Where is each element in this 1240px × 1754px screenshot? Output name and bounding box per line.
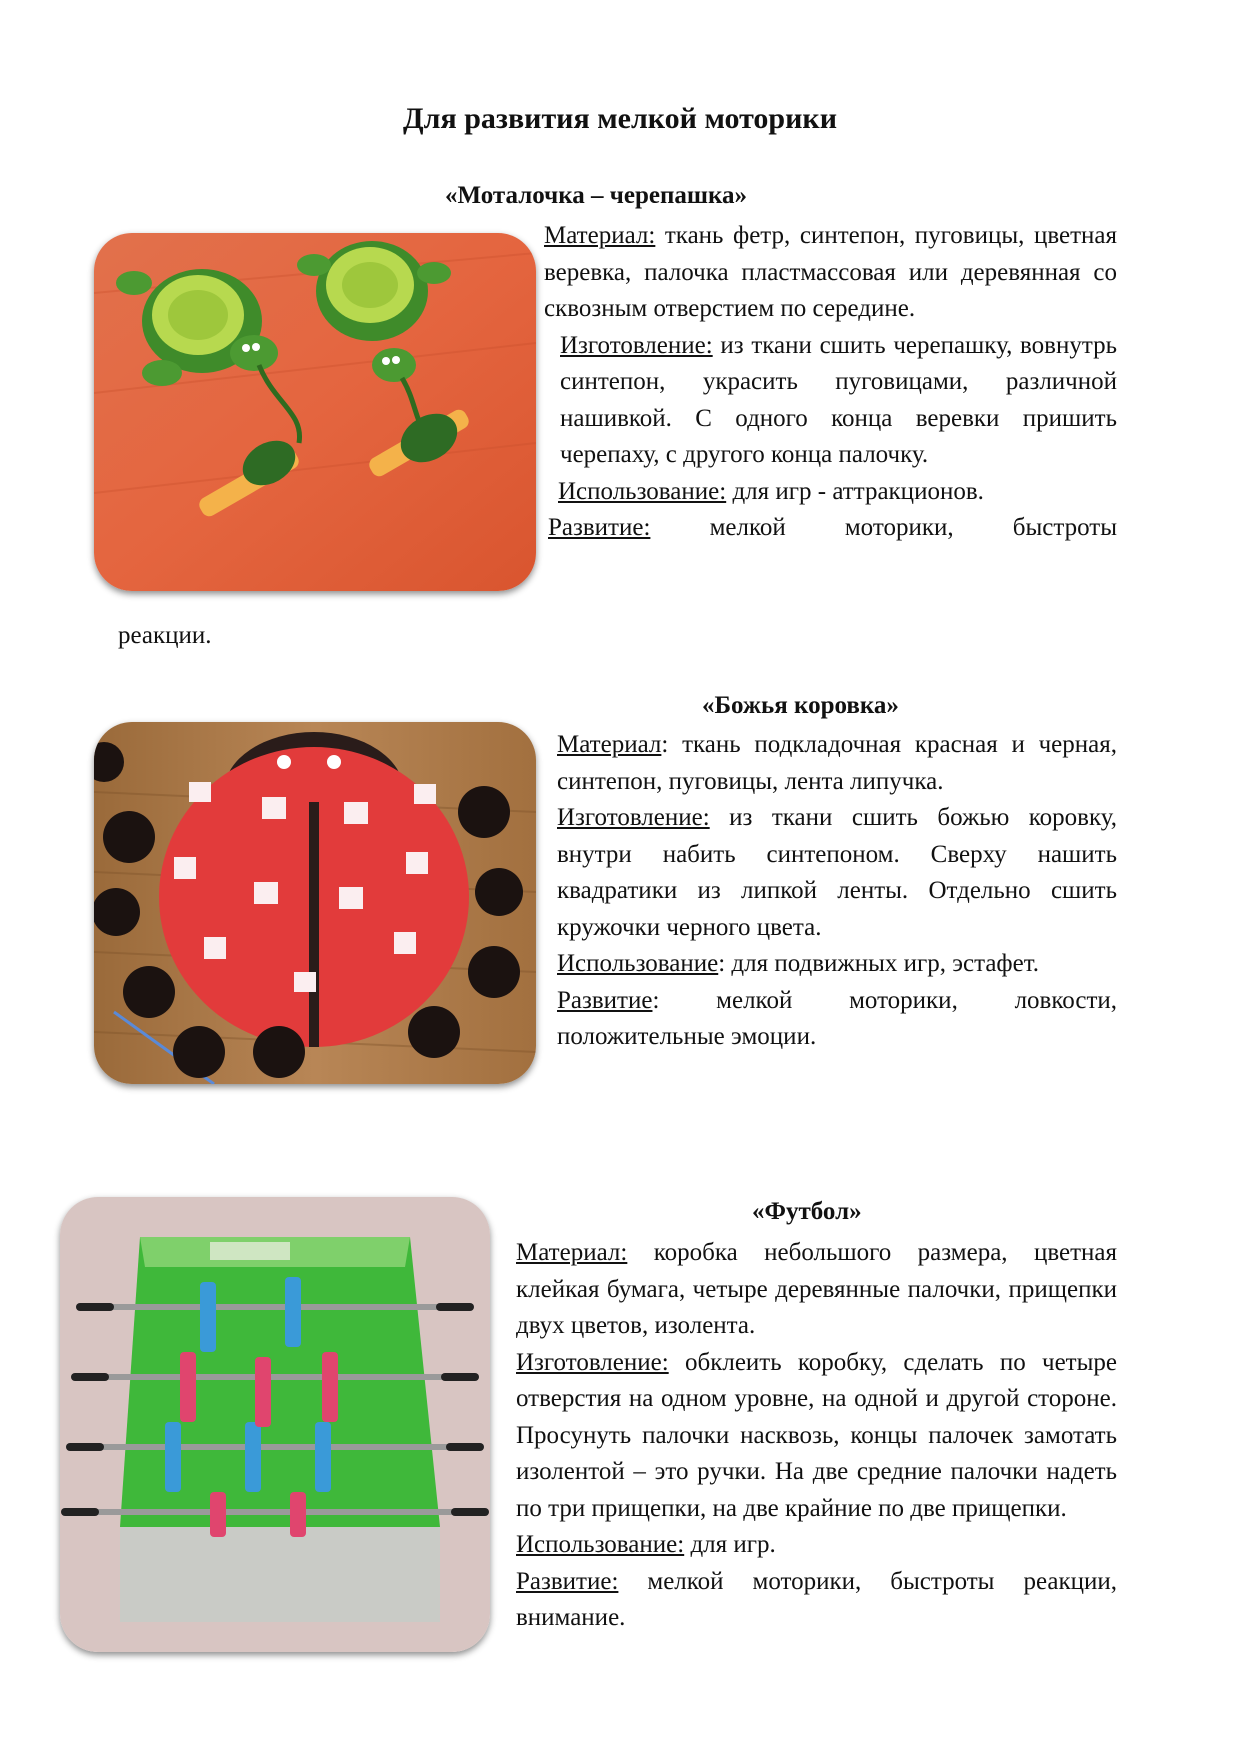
dev-label: Развитие	[557, 986, 653, 1014]
section-text-turtle-tail: реакции.	[118, 622, 212, 649]
use-label: Использование:	[558, 477, 727, 505]
dev-text: мелкой моторики, быстроты реакции, внимание.	[516, 1567, 1117, 1631]
dev-text: мелкой моторики, быстроты	[650, 514, 1117, 541]
dev-label: Развитие:	[548, 514, 651, 541]
material-label: Материал:	[516, 1239, 628, 1266]
material-label: Материал	[557, 731, 662, 758]
material-text: коробка небольшого размера, цветная клейкая бумага, четыре деревянные палочки, прищепки двух цветов, изолента.	[516, 1239, 1117, 1339]
making-label: Изготовление:	[516, 1348, 669, 1376]
making-text: из ткани сшить черепашку, вовнутрь синтепон, украсить пуговицами, различной нашивкой. С одного конца веревки пришить черепаху, с другого конца палочку.	[560, 331, 1117, 468]
section-title-ladybug: «Божья коровка»	[702, 692, 899, 719]
page-title: Для развития мелкой моторики	[403, 102, 837, 135]
making-text: из ткани сшить божью коровку, внутри набить синтепоном. Сверху нашить квадратики из липкой ленты. Отдельно сшить кружочки черного цвета.	[557, 804, 1117, 941]
use-text: для игр - аттракционов.	[726, 477, 984, 505]
material-text: ткань фетр, синтепон, пуговицы, цветная веревка, палочка пластмассовая или деревянная со сквозным отверстием по середине.	[544, 222, 1117, 322]
use-text: для игр.	[684, 1531, 776, 1558]
dev-text: : мелкой моторики, ловкости, положительные эмоции.	[557, 986, 1117, 1050]
dev-label: Развитие:	[516, 1567, 619, 1595]
making-label: Изготовление:	[557, 804, 710, 831]
making-text: обклеить коробку, сделать по четыре отверстия на одном уровне, на одной и другой стороне. Просунуть палочки насквозь, концы палочек замотать изолентой – это ручки. На две средние палочки надеть по три прищепки, на две крайние по две прищепки.	[516, 1348, 1117, 1522]
making-label: Изготовление:	[560, 331, 713, 359]
use-label: Использование:	[516, 1531, 685, 1558]
section-text-football	[516, 1235, 1117, 1637]
table-football-photo	[60, 1197, 490, 1652]
material-text: : ткань подкладочная красная и черная, синтепон, пуговицы, лента липучка.	[557, 731, 1117, 795]
section-text-turtle	[544, 218, 1117, 547]
section-text-ladybug	[557, 727, 1117, 1056]
use-text: : для подвижных игр, эстафет.	[718, 950, 1040, 977]
material-label: Материал:	[544, 222, 656, 249]
turtle-toys-photo	[94, 233, 536, 591]
use-label: Использование	[557, 950, 719, 977]
section-title-turtle: «Моталочка – черепашка»	[445, 182, 747, 209]
ladybug-toy-photo	[94, 722, 536, 1084]
section-title-football: «Футбол»	[752, 1198, 862, 1225]
